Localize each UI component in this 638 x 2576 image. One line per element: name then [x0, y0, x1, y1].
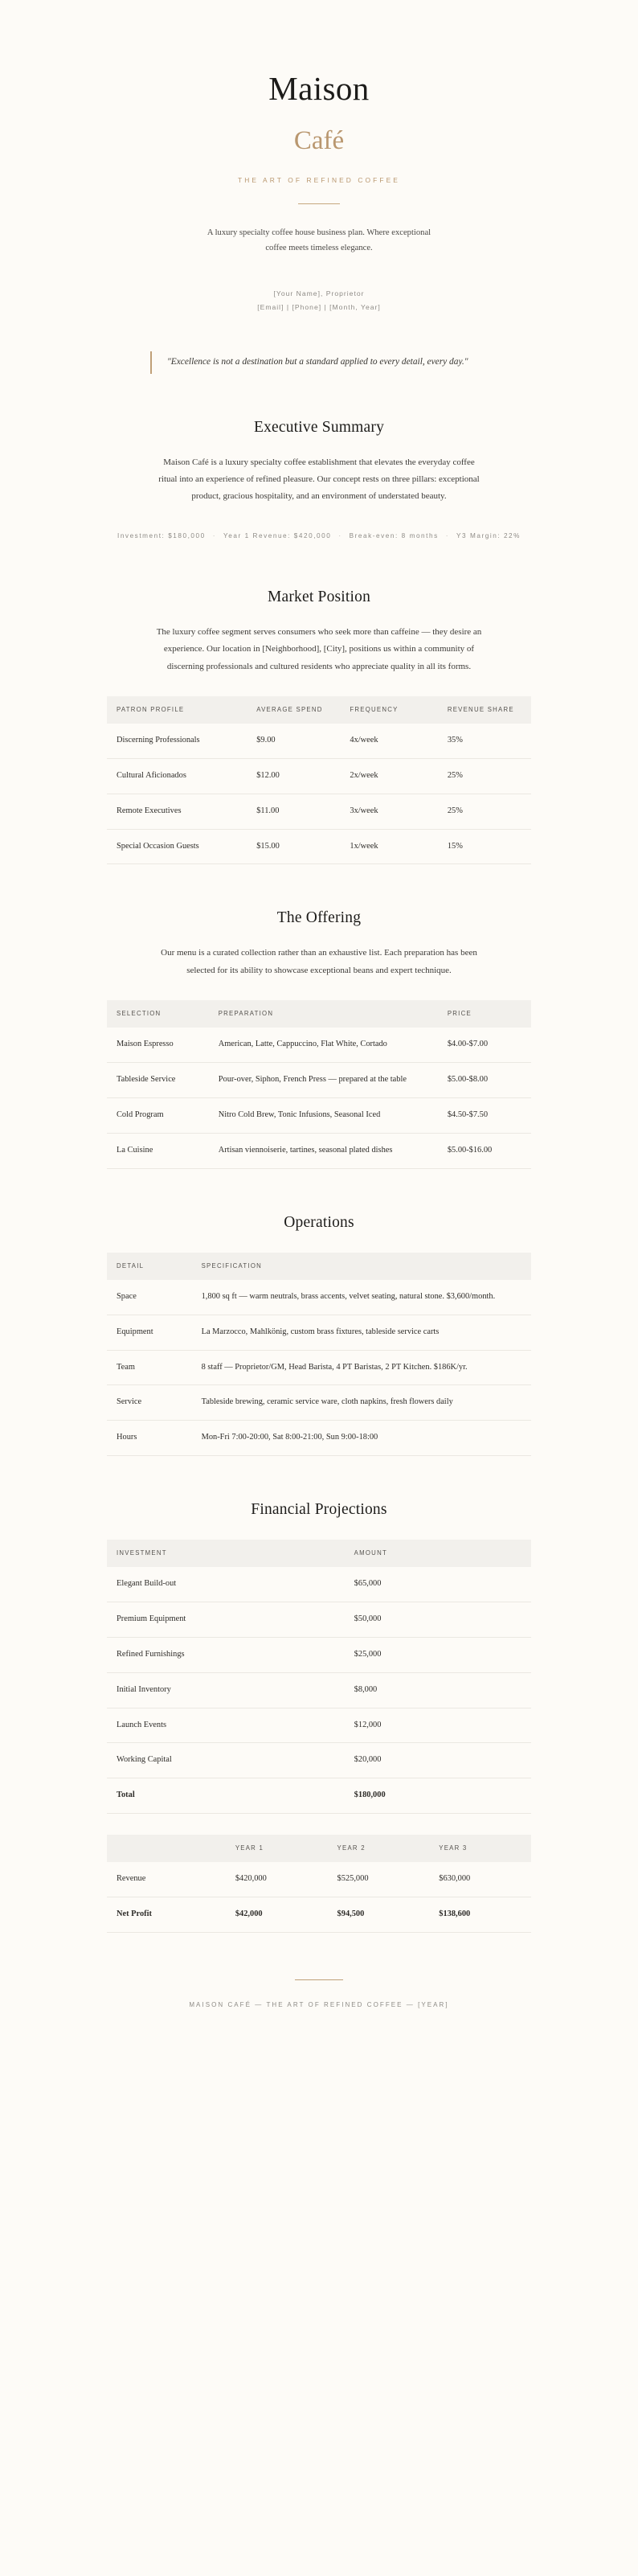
- cell-average-spend: $12.00: [247, 758, 340, 794]
- cell-frequency: 1x/week: [340, 829, 437, 864]
- executive-summary-body: Maison Café is a luxury specialty coffee establishment that elevates the everyday coffee ritual into an experience of refined pleasure. Our concept rests on three pillars: exceptional product, gracious hospitality, and an environment of understated beauty.: [158, 457, 480, 502]
- brand-title-primary: Maison: [268, 70, 370, 107]
- patron-profile-table: [107, 696, 531, 864]
- column-header-frequency: FREQUENCY: [340, 696, 437, 724]
- column-header-average-spend: AVERAGE SPEND: [247, 696, 340, 724]
- table-row: [107, 1063, 531, 1098]
- section-executive-summary: [107, 419, 531, 544]
- cell-revenue-share: 25%: [438, 758, 531, 794]
- cell-metric-label: Revenue: [107, 1862, 226, 1897]
- column-header-patron-profile: PATRON PROFILE: [107, 696, 247, 724]
- cell-specification: 8 staff — Proprietor/GM, Head Barista, 4 PT Baristas, 2 PT Kitchen. $186K/yr.: [192, 1350, 531, 1385]
- cell-price: $4.00-$7.00: [438, 1028, 531, 1062]
- brand-title-secondary: Café: [293, 126, 345, 156]
- cover-divider: [298, 203, 340, 204]
- investment-table-head: [107, 1540, 531, 1567]
- stat-y3-margin: Y3 Margin: 22%: [456, 531, 521, 539]
- cell-frequency: 3x/week: [340, 794, 437, 829]
- cell-specification: La Marzocco, Mahlkönig, custom brass fixtures, tableside service carts: [192, 1315, 531, 1350]
- column-header-year-1: YEAR 1: [226, 1835, 328, 1862]
- table-row: [107, 1567, 531, 1602]
- cell-investment-amount: $8,000: [345, 1672, 531, 1708]
- section-title-financial-projections: Financial Projections: [251, 1501, 387, 1519]
- operations-table: [107, 1253, 531, 1456]
- cell-year-3: $138,600: [429, 1897, 531, 1932]
- table-row: [107, 1602, 531, 1637]
- cell-selection: Maison Espresso: [107, 1028, 209, 1062]
- cell-revenue-share: 25%: [438, 794, 531, 829]
- cover-description: A luxury specialty coffee house business plan. Where exceptional coffee meets timeless elegance.: [207, 228, 431, 253]
- stat-year1-revenue: Year 1 Revenue: $420,000: [223, 531, 332, 539]
- section-the-offering: [107, 909, 531, 1168]
- stat-separator-icon: ·: [338, 531, 342, 539]
- cell-frequency: 4x/week: [340, 724, 437, 758]
- table-row: [107, 1280, 531, 1315]
- cell-price: $5.00-$8.00: [438, 1063, 531, 1098]
- cell-investment-amount: $50,000: [345, 1602, 531, 1637]
- cell-selection: Cold Program: [107, 1098, 209, 1134]
- cell-investment-item: Refined Furnishings: [107, 1637, 345, 1672]
- table-row: [107, 1637, 531, 1672]
- cover-meta: [107, 287, 531, 314]
- cell-average-spend: $15.00: [247, 829, 340, 864]
- menu-table-head: [107, 1000, 531, 1028]
- cell-preparation: Nitro Cold Brew, Tonic Infusions, Seasonal Iced: [209, 1098, 438, 1134]
- cell-detail: Equipment: [107, 1315, 192, 1350]
- market-position-body: The luxury coffee segment serves consumers who seek more than caffeine — they desire an experience. Our location in [Neighborhood], [City], positions us within a community of discerning professionals and cultured residents who appreciate quality in all its forms.: [156, 626, 482, 671]
- cell-detail: Space: [107, 1280, 192, 1315]
- patron-profile-table-body: [107, 724, 531, 864]
- cover-contact: [Email] | [Phone] | [Month, Year]: [257, 303, 381, 312]
- cell-investment-amount: $65,000: [345, 1567, 531, 1602]
- cell-preparation: American, Latte, Cappuccino, Flat White, Cortado: [209, 1028, 438, 1062]
- column-header-price: PRICE: [438, 1000, 531, 1028]
- column-header-revenue-share: REVENUE SHARE: [438, 696, 531, 724]
- cell-investment-amount: $25,000: [345, 1637, 531, 1672]
- stat-separator-icon: ·: [445, 531, 450, 539]
- stat-break-even: Break-even: 8 months: [349, 531, 439, 539]
- cell-revenue-share: 35%: [438, 724, 531, 758]
- cell-year-3: $630,000: [429, 1862, 531, 1897]
- section-market-position: [107, 589, 531, 865]
- executive-summary-stats: [107, 530, 531, 544]
- footer-divider: [295, 1979, 343, 1980]
- table-row: [107, 1028, 531, 1062]
- cell-investment-amount: $20,000: [345, 1743, 531, 1778]
- column-header-specification: SPECIFICATION: [192, 1253, 531, 1280]
- projection-table-head: [107, 1835, 531, 1862]
- table-row: [107, 1421, 531, 1456]
- table-row: [107, 1385, 531, 1421]
- column-header-metric: [107, 1835, 226, 1862]
- cell-metric-label: Net Profit: [107, 1897, 226, 1932]
- cover-author: [Your Name], Proprietor: [273, 289, 365, 298]
- table-row: [107, 1862, 531, 1897]
- table-row-net-profit: [107, 1897, 531, 1932]
- cell-investment-item: Initial Inventory: [107, 1672, 345, 1708]
- table-row: [107, 758, 531, 794]
- table-header-row: [107, 696, 531, 724]
- section-financial-projections: [107, 1501, 531, 1933]
- cell-specification: 1,800 sq ft — warm neutrals, brass accents, velvet seating, natural stone. $3,600/month.: [192, 1280, 531, 1315]
- column-header-year-2: YEAR 2: [328, 1835, 430, 1862]
- stat-separator-icon: ·: [212, 531, 217, 539]
- menu-table: [107, 1000, 531, 1168]
- cell-price: $4.50-$7.50: [438, 1098, 531, 1134]
- column-header-detail: DETAIL: [107, 1253, 192, 1280]
- column-header-investment: INVESTMENT: [107, 1540, 345, 1567]
- section-title-market-position: Market Position: [267, 588, 371, 605]
- cell-revenue-share: 15%: [438, 829, 531, 864]
- table-row: [107, 1672, 531, 1708]
- cell-year-1: $420,000: [226, 1862, 328, 1897]
- cell-patron-profile: Cultural Aficionados: [107, 758, 247, 794]
- cell-detail: Hours: [107, 1421, 192, 1456]
- table-row: [107, 724, 531, 758]
- cell-frequency: 2x/week: [340, 758, 437, 794]
- operations-table-body: [107, 1280, 531, 1456]
- table-row: [107, 1133, 531, 1168]
- cell-average-spend: $11.00: [247, 794, 340, 829]
- stat-investment: Investment: $180,000: [117, 531, 206, 539]
- brand-tagline: THE ART OF REFINED COFFEE: [238, 176, 400, 185]
- cell-investment-item: Premium Equipment: [107, 1602, 345, 1637]
- cell-patron-profile: Remote Executives: [107, 794, 247, 829]
- investment-table-body: [107, 1567, 531, 1813]
- cell-average-spend: $9.00: [247, 724, 340, 758]
- cell-specification: Tableside brewing, ceramic service ware, cloth napkins, fresh flowers daily: [192, 1385, 531, 1421]
- section-title-the-offering: The Offering: [276, 909, 362, 927]
- cell-year-1: $42,000: [226, 1897, 328, 1932]
- cell-patron-profile: Discerning Professionals: [107, 724, 247, 758]
- column-header-amount: AMOUNT: [345, 1540, 531, 1567]
- section-title-executive-summary: Executive Summary: [253, 418, 385, 436]
- document-footer: [107, 1979, 531, 2008]
- table-row: [107, 1315, 531, 1350]
- table-row: [107, 1098, 531, 1134]
- cell-year-2: $94,500: [328, 1897, 430, 1932]
- menu-table-body: [107, 1028, 531, 1168]
- table-header-row: [107, 1000, 531, 1028]
- cell-investment-item: Launch Events: [107, 1708, 345, 1743]
- table-row: [107, 1350, 531, 1385]
- cover-header: [107, 0, 531, 314]
- table-row: [107, 1708, 531, 1743]
- table-row: [107, 1743, 531, 1778]
- patron-profile-table-head: [107, 696, 531, 724]
- footer-text: MAISON CAFÉ — THE ART OF REFINED COFFEE — [YEAR]: [189, 2000, 449, 2008]
- table-row-total: [107, 1778, 531, 1814]
- cell-year-2: $525,000: [328, 1862, 430, 1897]
- cell-preparation: Artisan viennoiserie, tartines, seasonal plated dishes: [209, 1133, 438, 1168]
- cell-specification: Mon-Fri 7:00-20:00, Sat 8:00-21:00, Sun 9:00-18:00: [192, 1421, 531, 1456]
- projection-table: [107, 1835, 531, 1933]
- table-header-row: [107, 1540, 531, 1567]
- cell-investment-item: Working Capital: [107, 1743, 345, 1778]
- table-row: [107, 794, 531, 829]
- cell-detail: Service: [107, 1385, 192, 1421]
- offering-body: Our menu is a curated collection rather than an exhaustive list. Each preparation has been selected for its ability to showcase exceptional beans and expert technique.: [161, 948, 477, 975]
- cell-total-amount: $180,000: [345, 1778, 531, 1814]
- column-header-preparation: PREPARATION: [209, 1000, 438, 1028]
- cell-selection: Tableside Service: [107, 1063, 209, 1098]
- cell-investment-amount: $12,000: [345, 1708, 531, 1743]
- table-row: [107, 829, 531, 864]
- section-title-operations: Operations: [284, 1213, 354, 1231]
- cell-total-label: Total: [107, 1778, 345, 1814]
- projection-table-body: [107, 1862, 531, 1932]
- table-header-row: [107, 1835, 531, 1862]
- cell-selection: La Cuisine: [107, 1133, 209, 1168]
- column-header-selection: SELECTION: [107, 1000, 209, 1028]
- cell-patron-profile: Special Occasion Guests: [107, 829, 247, 864]
- column-header-year-3: YEAR 3: [429, 1835, 531, 1862]
- pull-quote: "Excellence is not a destination but a standard applied to every detail, every day.": [150, 351, 531, 373]
- section-operations: [107, 1214, 531, 1456]
- cell-investment-item: Elegant Build-out: [107, 1567, 345, 1602]
- cell-preparation: Pour-over, Siphon, French Press — prepared at the table: [209, 1063, 438, 1098]
- investment-table: [107, 1540, 531, 1814]
- operations-table-head: [107, 1253, 531, 1280]
- table-header-row: [107, 1253, 531, 1280]
- cell-price: $5.00-$16.00: [438, 1133, 531, 1168]
- cell-detail: Team: [107, 1350, 192, 1385]
